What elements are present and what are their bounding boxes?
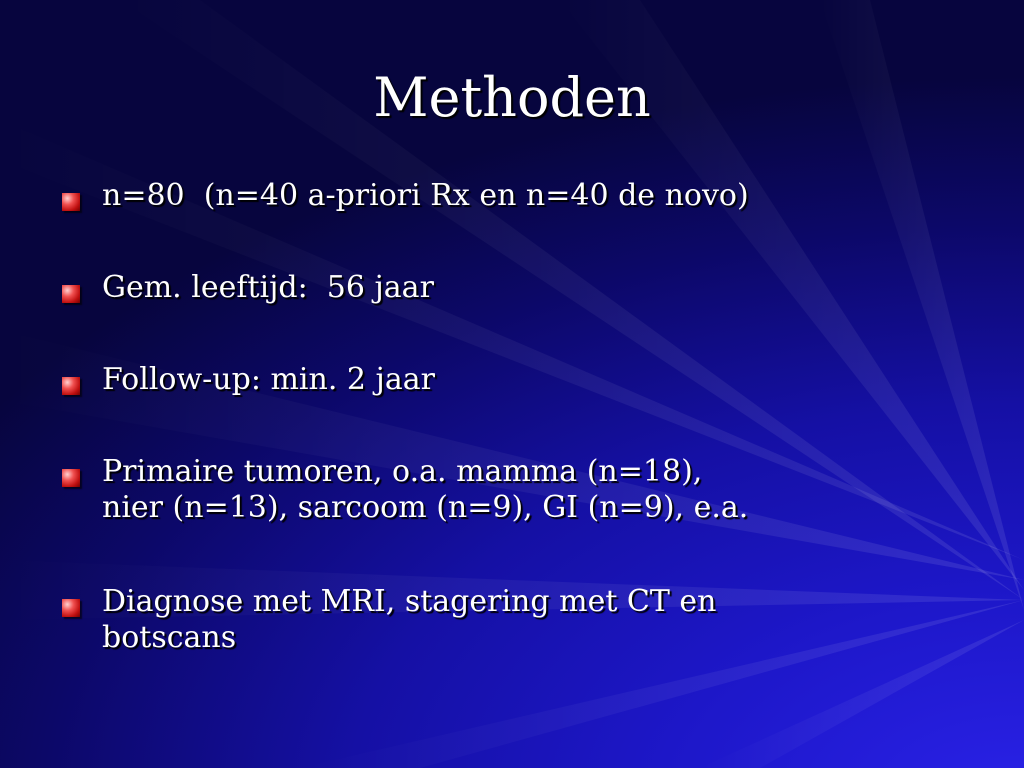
bullet-text: Follow-up: min. 2 jaar [102, 362, 435, 397]
red-square-bullet-icon [62, 285, 80, 303]
bullet-item [62, 362, 962, 398]
bullet-text-line: Primaire tumoren, o.a. mamma (n=18), [102, 454, 703, 489]
red-square-bullet-icon [62, 193, 80, 211]
red-square-bullet-icon [62, 599, 80, 617]
bullet-text-line: nier (n=13), sarcoom (n=9), GI (n=9), e.a. [102, 490, 749, 525]
bullet-item [62, 178, 962, 214]
bullet-text-line: Diagnose met MRI, stagering met CT en [102, 584, 717, 619]
red-square-bullet-icon [62, 469, 80, 487]
bullet-item [62, 270, 962, 306]
bullet-item [62, 584, 962, 656]
bullet-text: Gem. leeftijd: 56 jaar [102, 270, 434, 305]
slide-title: Methoden [373, 66, 651, 129]
bullet-list [62, 178, 962, 712]
red-square-bullet-icon [62, 377, 80, 395]
bullet-text-line: botscans [102, 620, 237, 655]
bullet-text: n=80 (n=40 a-priori Rx en n=40 de novo) [102, 178, 749, 213]
bullet-item [62, 454, 962, 526]
